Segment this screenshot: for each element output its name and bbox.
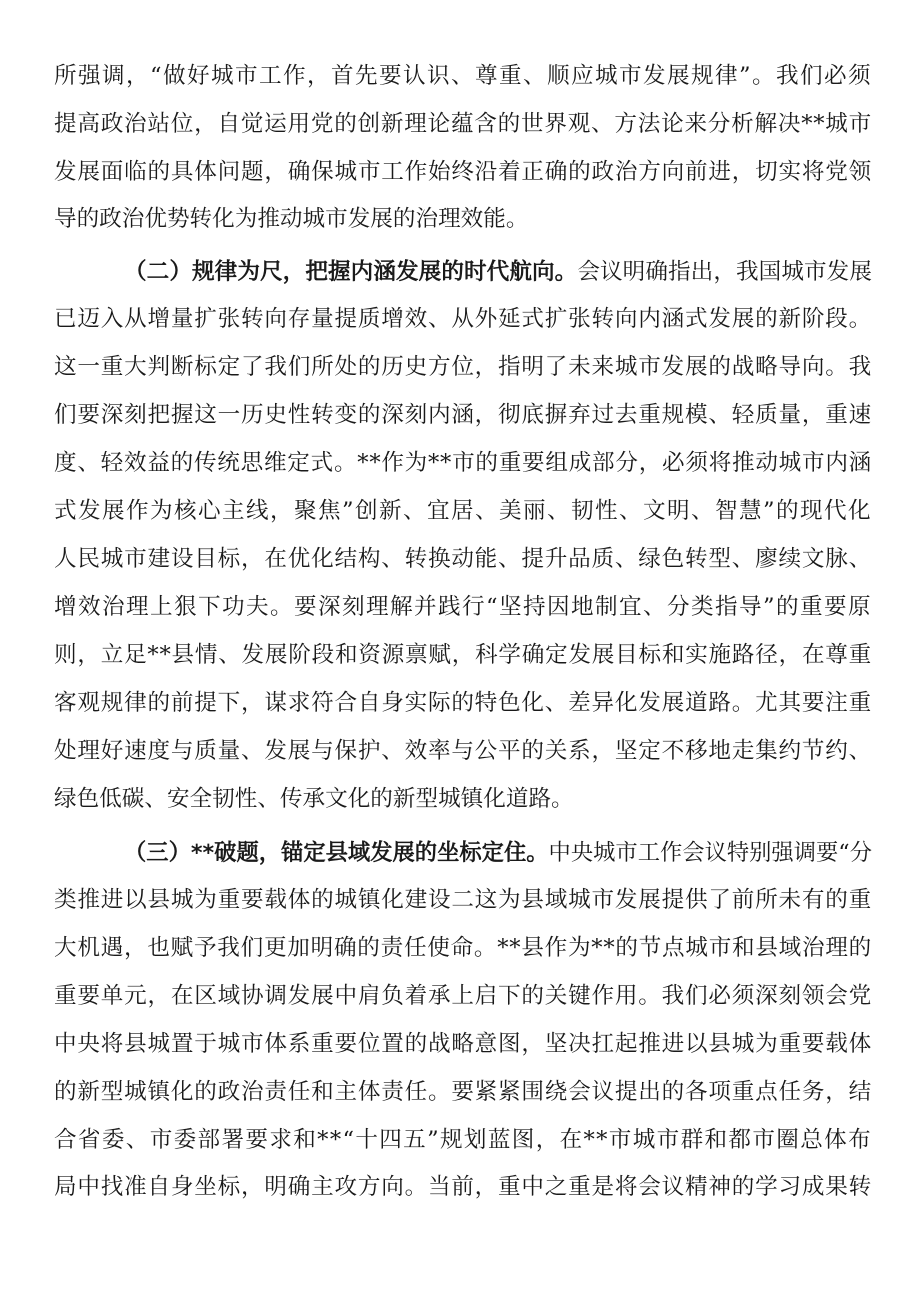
line-text	[54, 492, 872, 530]
paragraph-line	[0, 1073, 920, 1111]
paragraph-line	[0, 492, 920, 530]
line-text	[54, 732, 872, 770]
section-heading-line	[0, 834, 920, 872]
line-text	[54, 1025, 872, 1063]
body-text: 导的政治优势转化为推动城市发展的治理效能。	[54, 206, 529, 232]
body-text: 处理好速度与质量、发展与保护、效率与公平的关系，坚定不移地走集约节约、	[54, 738, 872, 764]
line-text	[54, 1121, 872, 1159]
paragraph-line	[0, 105, 920, 143]
line-text	[54, 300, 872, 338]
paragraph-line	[0, 200, 920, 238]
line-text	[54, 444, 872, 482]
paragraph-line	[0, 540, 920, 578]
body-text: 合省委、市委部署要求和**“十四五”规划蓝图，在**市城市群和都市圈总体布	[54, 1127, 872, 1153]
line-text	[54, 977, 872, 1015]
line-text	[54, 684, 872, 722]
body-text: 中央城市工作会议特别强调要“分	[548, 840, 872, 866]
paragraph-line	[0, 636, 920, 674]
paragraph-line	[0, 57, 920, 95]
paragraph-line	[0, 1025, 920, 1063]
line-text	[54, 780, 574, 818]
section-heading-line	[0, 253, 920, 291]
body-text: 人民城市建设目标，在优化结构、转换动能、提升品质、绿色转型、廖续文脉、	[54, 546, 872, 572]
paragraph-line	[0, 977, 920, 1015]
body-text: 式发展作为核心主线，聚焦”创新、宜居、美丽、韧性、文明、智慧”的现代化	[54, 498, 872, 524]
line-text	[54, 881, 872, 919]
body-text: 度、轻效益的传统思维定式。**作为**市的重要组成部分，必须将推动城市内涵	[54, 450, 872, 476]
paragraph-line	[0, 588, 920, 626]
paragraph-line	[0, 1121, 920, 1159]
line-text	[54, 396, 872, 434]
body-text: 发展面临的具体问题，确保城市工作始终沿着正确的政治方向前进，切实将党领	[54, 159, 872, 185]
paragraph-line	[0, 300, 920, 338]
body-text: 中央将县城置于城市体系重要位置的战略意图，坚决扛起推进以县城为重要载体	[54, 1031, 872, 1057]
line-text	[54, 929, 872, 967]
paragraph-line	[0, 881, 920, 919]
paragraph-line	[0, 396, 920, 434]
paragraph-line	[0, 780, 920, 818]
paragraph-line	[0, 348, 920, 386]
line-text	[54, 200, 528, 238]
section-heading: （三）**破题，锚定县域发展的坐标定住。	[124, 840, 549, 866]
line-text	[54, 153, 872, 191]
line-text	[54, 105, 872, 143]
body-text: 们要深刻把握这一历史性转变的深刻内涵，彻底摒弃过去重规模、轻质量，重速	[54, 402, 872, 428]
paragraph-line	[0, 732, 920, 770]
body-text: 增效治理上狠下功夫。要深刻理解并践行“坚持因地制宜、分类指导”的重要原	[54, 594, 872, 620]
body-text: 大机遇，也赋予我们更加明确的责任使命。**县作为**的节点城市和县域治理的	[54, 935, 872, 961]
body-text: 局中找准自身坐标，明确主攻方向。当前，重中之重是将会议精神的学习成果转	[54, 1174, 872, 1200]
section-heading: （二）规律为尺，把握内涵发展的时代航向。	[124, 259, 578, 285]
line-text	[54, 348, 872, 386]
line-text	[54, 588, 872, 626]
body-text: 这一重大判断标定了我们所处的历史方位，指明了未来城市发展的战略导向。我	[54, 354, 872, 380]
line-text	[54, 1073, 872, 1111]
paragraph-line	[0, 929, 920, 967]
paragraph-line	[0, 1168, 920, 1206]
body-text: 客观规律的前提下，谋求符合自身实际的特色化、差异化发展道路。尤其要注重	[54, 690, 872, 716]
line-text	[54, 1168, 872, 1206]
line-text	[124, 834, 872, 872]
paragraph-line	[0, 684, 920, 722]
line-text	[124, 253, 872, 291]
body-text: 所强调，“做好城市工作，首先要认识、尊重、顺应城市发展规律”。我们必须	[54, 63, 872, 89]
line-text	[54, 636, 872, 674]
body-text: 则，立足**县情、发展阶段和资源禀赋，科学确定发展目标和实施路径，在尊重	[54, 642, 872, 668]
body-text: 提高政治站位，自觉运用党的创新理论蕴含的世界观、方法论来分析解决**城市	[54, 111, 872, 137]
line-text	[54, 57, 872, 95]
body-text: 的新型城镇化的政治责任和主体责任。要紧紧围绕会议提出的各项重点任务，结	[54, 1079, 872, 1105]
body-text: 已迈入从增量扩张转向存量提质增效、从外延式扩张转向内涵式发展的新阶段。	[54, 306, 872, 332]
line-text	[54, 540, 872, 578]
body-text: 绿色低碳、安全韧性、传承文化的新型城镇化道路。	[54, 786, 574, 812]
body-text: 重要单元，在区域协调发展中肩负着承上启下的关键作用。我们必须深刻领会党	[54, 983, 872, 1009]
paragraph-line	[0, 444, 920, 482]
paragraph-line	[0, 153, 920, 191]
body-text: 会议明确指出，我国城市发展	[577, 259, 873, 285]
body-text: 类推进以县城为重要载体的城镇化建设二这为县域城市发展提供了前所未有的重	[54, 887, 872, 913]
